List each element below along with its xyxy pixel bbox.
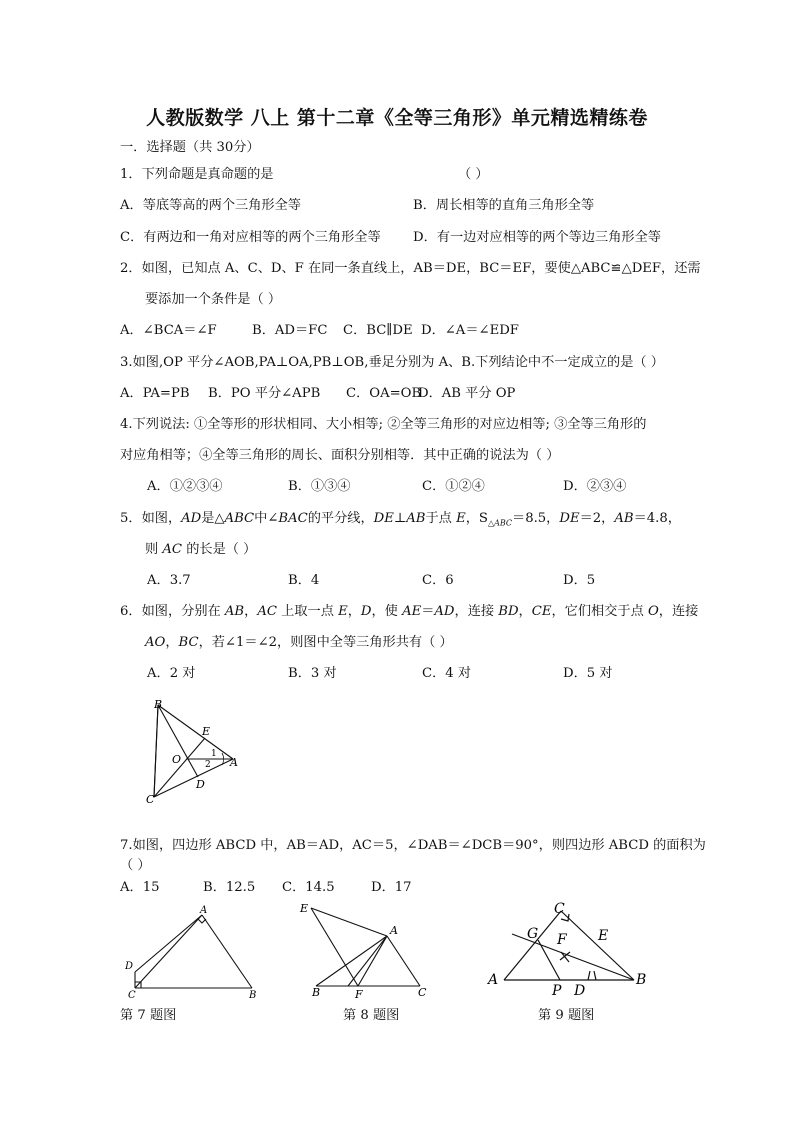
q9-label-e: E bbox=[598, 928, 609, 944]
q3-option-d: D．AB 平分 OP bbox=[418, 386, 516, 401]
q5-option-a: A．3.7 bbox=[147, 573, 191, 588]
q9-label-d: D bbox=[574, 983, 586, 996]
q7-label-b: B bbox=[249, 990, 257, 1000]
q1-option-b: B．周长相等的直角三角形全等 bbox=[413, 198, 595, 213]
page-title: 人教版数学 八上 第十二章《全等三角形》单元精选精练卷 bbox=[146, 107, 648, 129]
q4-option-d: D．②③④ bbox=[563, 479, 627, 494]
q3-stem: 3.如图,OP 平分∠AOB,PA⊥OA,PB⊥OB,垂足分别为 A、B.下列结论中不一定成立的是（ ） bbox=[120, 355, 664, 370]
q7-option-a: A．15 bbox=[120, 880, 160, 895]
q6-option-b: B．3 对 bbox=[288, 666, 337, 681]
q8-label-a: A bbox=[390, 924, 398, 937]
q2-option-c: C．BC∥DE bbox=[343, 323, 413, 338]
q7-stem-line1: 7.如图，四边形 ABCD 中，AB＝AD，AC＝5，∠DAB＝∠DCB＝90°，则四边形 ABCD 的面积为 bbox=[120, 838, 706, 853]
q7-label-a: A bbox=[200, 905, 208, 916]
q6-option-d: D．5 对 bbox=[563, 666, 613, 681]
q6-label-c: C bbox=[146, 793, 155, 806]
q6-label-e: E bbox=[202, 725, 211, 738]
q2-option-b: B．AD＝FC bbox=[252, 323, 328, 338]
q8-label-b: B bbox=[312, 986, 321, 999]
q1-paren: （ ） bbox=[458, 167, 489, 182]
q8-label-f: F bbox=[355, 988, 363, 1001]
q1-option-a: A．等底等高的两个三角形全等 bbox=[120, 198, 301, 213]
q7-option-b: B．12.5 bbox=[203, 880, 256, 895]
q6-label-angle1: 1 bbox=[211, 749, 217, 759]
q9-figure bbox=[484, 896, 660, 996]
q7-stem-line2: （ ） bbox=[120, 858, 151, 873]
q4-option-c: C．①②④ bbox=[422, 479, 485, 494]
q8-figure bbox=[298, 896, 433, 1002]
q2-stem-line2: 要添加一个条件是（ ） bbox=[145, 292, 282, 307]
q6-label-d: D bbox=[196, 778, 205, 791]
q6-label-b: B bbox=[154, 698, 163, 711]
q6-option-c: C．4 对 bbox=[422, 666, 472, 681]
q9-label-c: C bbox=[554, 901, 565, 917]
q7-label-d: D bbox=[125, 961, 134, 972]
section-heading: 一．选择题（共 30分） bbox=[120, 140, 260, 155]
q9-label-g: G bbox=[527, 926, 539, 942]
caption-fig9: 第 9 题图 bbox=[538, 1008, 595, 1023]
q6-label-angle2: 2 bbox=[205, 760, 211, 770]
q2-stem-line1: 2．如图，已知点 A、C、D、F 在同一条直线上，AB＝DE，BC＝EF，要使△ABC≌△DEF，还需 bbox=[120, 261, 701, 276]
q4-stem-line2: 对应角相等；④全等三角形的周长、面积分别相等．其中正确的说法为（ ） bbox=[120, 448, 560, 463]
q9-label-f: F bbox=[557, 932, 567, 948]
q7-figure bbox=[122, 902, 270, 1000]
q6-stem-line1: 6．如图，分别在 AB，AC 上取一点 E，D，使 AE＝AD，连接 BD，CE，它们相交于点 O，连接 bbox=[120, 604, 699, 619]
q6-label-o: O bbox=[172, 753, 182, 766]
q7-option-d: D．17 bbox=[371, 880, 412, 895]
q3-option-b: B．PO 平分∠APB bbox=[208, 386, 321, 401]
q6-figure bbox=[138, 693, 248, 808]
q8-label-c: C bbox=[418, 986, 427, 999]
q2-option-d: D．∠A＝∠EDF bbox=[421, 323, 519, 338]
q5-stem-line1: 5．如图，AD是△ABC中∠BAC的平分线，DE⊥AB于点 E，$S_{\triangle ABC}=8.5$，DE＝2，AB＝4.8， bbox=[120, 511, 681, 528]
q1-stem: 1．下列命题是真命题的是 bbox=[120, 167, 274, 182]
q7-label-c: C bbox=[128, 990, 136, 1000]
q8-label-e-text: E bbox=[300, 902, 309, 915]
q4-option-a: A．①②③④ bbox=[147, 479, 223, 494]
q9-label-p: P bbox=[552, 983, 562, 996]
q5-option-d: D．5 bbox=[563, 573, 596, 588]
q3-option-a: A．PA=PB bbox=[120, 386, 190, 401]
q9-label-b: B bbox=[636, 972, 647, 988]
q9-label-a: A bbox=[488, 972, 499, 988]
caption-fig7: 第 7 题图 bbox=[120, 1008, 177, 1023]
q5-option-c: C．6 bbox=[422, 573, 454, 588]
q1-option-c: C．有两边和一角对应相等的两个三角形全等 bbox=[120, 230, 381, 245]
caption-fig8: 第 8 题图 bbox=[343, 1008, 400, 1023]
q7-option-c: C．14.5 bbox=[282, 880, 335, 895]
q3-option-c: C．OA=OB bbox=[346, 386, 422, 401]
q1-option-d: D．有一边对应相等的两个等边三角形全等 bbox=[413, 230, 661, 245]
q2-option-a: A．∠BCA＝∠F bbox=[120, 323, 217, 338]
q4-stem-line1: 4.下列说法: ①全等形的形状相同、大小相等; ②全等三角形的对应边相等; ③全等三角形的 bbox=[120, 417, 647, 432]
q4-option-b: B．①③④ bbox=[288, 479, 351, 494]
q5-option-b: B．4 bbox=[288, 573, 320, 588]
q6-stem-line2: AO，BC，若∠1＝∠2，则图中全等三角形共有（ ） bbox=[145, 635, 453, 650]
q6-option-a: A．2 对 bbox=[147, 666, 196, 681]
q5-stem-line2: 则 AC 的长是（ ） bbox=[145, 542, 257, 557]
q6-label-a: A bbox=[230, 756, 238, 769]
